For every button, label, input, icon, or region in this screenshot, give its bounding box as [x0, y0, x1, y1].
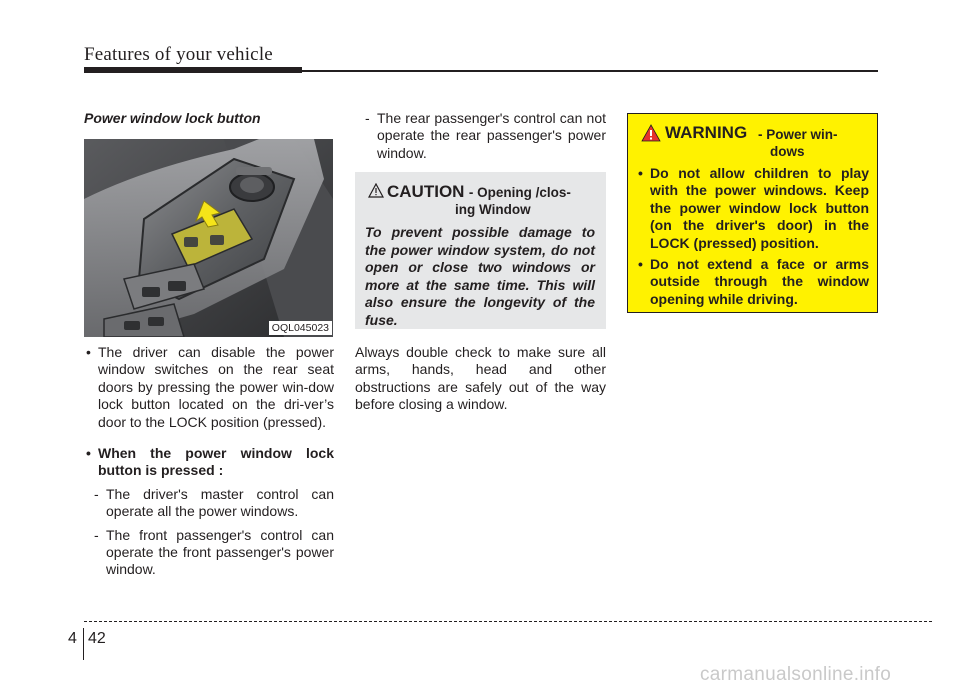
door-switch-illustration — [84, 139, 333, 337]
page-number: 42 — [88, 630, 106, 647]
column1-text — [84, 344, 334, 579]
caution-heading — [387, 182, 597, 202]
dash-item-master-control — [84, 486, 334, 521]
caution-subtitle-1: - Opening /clos- — [468, 185, 571, 200]
dash-mark: - — [94, 485, 99, 502]
caution-word: CAUTION — [387, 182, 465, 201]
bullet-driver-disable: • The driver can disable the power window switches on the rear seat doors by pressing the power win-dow lock button located on the dri-ver’s door to the LOCK position (pressed). — [84, 344, 334, 431]
dash-mark: - — [365, 110, 370, 126]
warning-subtitle-1: - Power win- — [758, 127, 838, 142]
section-heading: Power window lock button — [84, 110, 261, 126]
warning-triangle-icon — [641, 124, 661, 142]
dash-item-rear-passenger — [355, 110, 606, 162]
watermark: carmanualsonline.info — [700, 664, 892, 685]
header-rule-thick — [84, 67, 302, 73]
dash-text: The front passenger's control can operate the front passenger's power window. — [106, 526, 334, 578]
footer-divider — [83, 628, 84, 660]
warning-box — [627, 113, 878, 313]
warning-item-face-arms: • Do not extend a face or arms outside through the window opening while driving. — [636, 256, 869, 308]
caution-body: To prevent possible damage to the power window system, do not open or close two windows or more at the same time. This will also ensure the longevity of the fuse. — [365, 224, 595, 328]
warning-item-children: • Do not allow children to play with the power windows. Keep the power window lock button (on the driver's door) in the LOCK (pressed) position. — [636, 165, 869, 252]
chapter-number: 4 — [68, 630, 77, 647]
dash-text: The driver's master control can operate all the power windows. — [106, 485, 334, 520]
warning-word: WARNING — [665, 123, 748, 142]
footer-dashed-rule — [84, 621, 932, 622]
dash-mark: - — [94, 526, 99, 543]
caution-subtitle-2: ing Window — [455, 202, 531, 217]
dash-item-front-passenger — [84, 527, 334, 579]
header-rule-thin — [302, 70, 878, 72]
door-switch-photo — [84, 139, 333, 337]
safety-paragraph: Always double check to make sure all arms, hands, head and other obstructions are safely out of the way before closing a window. — [355, 344, 606, 413]
dash-text: The rear passenger's control can not operate the rear passenger's power window. — [377, 110, 606, 161]
column2-top-text — [355, 110, 606, 162]
warning-list — [636, 165, 869, 312]
page-header-title: Features of your vehicle — [84, 44, 273, 65]
bullet-lock-pressed: • When the power window lock button is pressed : — [84, 445, 334, 480]
caution-box — [355, 172, 606, 329]
photo-reference-code: OQL045023 — [269, 321, 332, 335]
caution-triangle-icon — [368, 183, 384, 198]
warning-subtitle-2: dows — [770, 144, 805, 159]
